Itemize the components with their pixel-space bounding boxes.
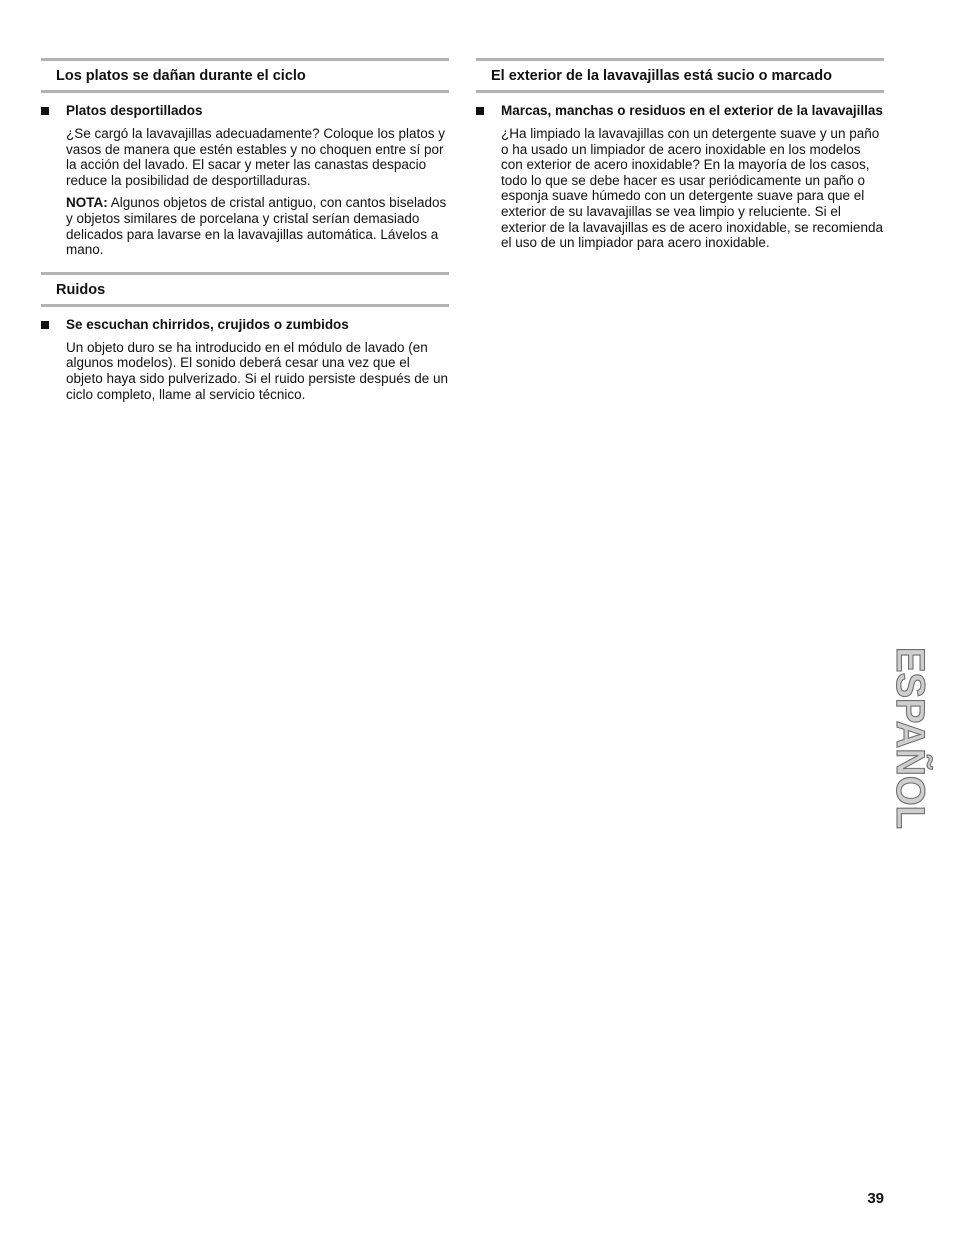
chipped-dishes-note: [66, 195, 449, 257]
chipped-dishes-paragraph: ¿Se cargó la lavavajillas adecuadamente? Coloque los platos y vasos de manera que estén estables y no choquen entre sí por la acción del lavado. El sacar y meter las canastas despacio reduce la posibilidad de desportilladuras.: [66, 126, 445, 188]
item-chipped-dishes-title: [41, 103, 449, 119]
item-noises-title: [41, 317, 449, 333]
item-noises-label: Se escuchan chirridos, crujidos o zumbidos: [66, 316, 349, 332]
right-column: [476, 58, 884, 251]
noises-paragraph: Un objeto duro se ha introducido en el módulo de lavado (en algunos modelos). El sonido deberá cesar una vez que el objeto haya sido pulverizado. Si el ruido persiste después de un ciclo completo, llame al servicio técnico.: [66, 339, 448, 402]
section-header-damaged-dishes: Los platos se dañan durante el ciclo: [41, 58, 449, 93]
note-label: NOTA:: [66, 195, 108, 211]
item-exterior-marks-title: [476, 103, 884, 119]
note-text: Algunos objetos de cristal antiguo, con cantos biselados y objetos similares de porcelana y cristal serían demasiado delicados para lavarse en la lavavajillas automática. Lávelos a mano.: [66, 195, 447, 258]
language-side-tab: [888, 646, 932, 838]
page-number: 39: [867, 1190, 884, 1207]
item-exterior-marks-label: Marcas, manchas o residuos en el exterior de la lavavajillas: [501, 103, 883, 118]
exterior-marks-paragraph: ¿Ha limpiado la lavavajillas con un detergente suave y un paño o ha usado un limpiador de acero inoxidable en los modelos con exterior de acero inoxidable? En la mayoría de los casos, todo lo que se debe hacer es usar periódicamente un paño o esponja suave húmedo con un detergente suave para que el exterior de su lavavajillas se vea limpio y reluciente. Si el exterior de la lavavajillas es de acero inoxidable, se recomienda el uso de un limpiador para acero inoxidable.: [501, 126, 883, 251]
square-bullet-icon: [41, 321, 49, 329]
item-chipped-dishes-label: Platos desportillados: [66, 103, 203, 118]
left-column: [41, 58, 449, 402]
section-header-noises: Ruidos: [41, 272, 449, 307]
language-side-tab-label: ESPAÑOL: [888, 647, 932, 838]
language-side-tab-graphic: [888, 646, 932, 838]
square-bullet-icon: [476, 107, 484, 115]
section-header-dirty-exterior: El exterior de la lavavajillas está sucio o marcado: [476, 58, 884, 93]
square-bullet-icon: [41, 107, 49, 115]
